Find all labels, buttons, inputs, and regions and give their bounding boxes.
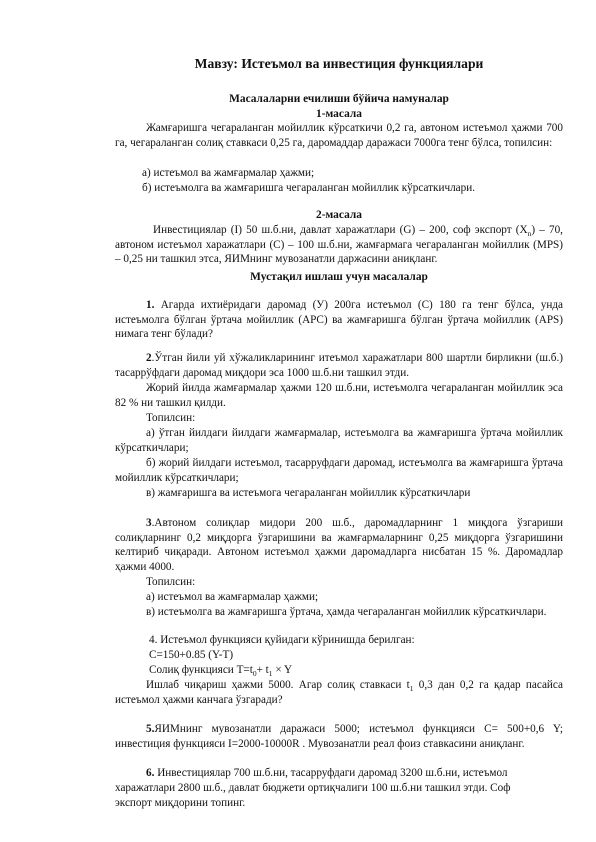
- task-4-line-1: 4. Истеъмол функцияси қуйидаги кўринишда берилган:: [149, 634, 415, 646]
- task-2-item-c: в) жамғаришга ва истеъмога чегараланган мойиллик кўрсаткичлари: [146, 487, 471, 499]
- task-2-item-b: б) жорий йилдаги истеъмол, тасарруфдаги даромад, истеъмолга ва жамғаришга ўртача мойиллик кўрсаткичлари;: [115, 457, 563, 484]
- problem-1-item-b: б) истеъмолга ва жамғаришга чегараланган мойиллик кўрсаткичлари.: [142, 182, 476, 194]
- problem-1-item-a: а) истеъмол ва жамғармалар ҳажми;: [142, 167, 315, 179]
- task-4-formula-2: Солиқ функцияси $T=t_0+ t_1 \times Y$: [149, 664, 293, 679]
- task-3: 3.Автоном солиқлар мидори 200 ш.б., даромадларнинг 1 миқдога ўзгариши солиқларнинг 0,2 миқдорга ўзгаришини ва жамғармаларнинг 0,25 миқдорга ўзгаришини келтириб чиқаради. Автоном истеъмол ҳажми даромадларга нисбатан 15 %. Даромадлар ҳажми 4000.: [115, 517, 563, 573]
- problem-2-heading: 2-масала: [316, 209, 362, 221]
- task-2-find: Топилсин:: [146, 412, 196, 424]
- task-3-item-b: в) истеъмолга ва жамғаришга ўртача, ҳамда чегараланган мойиллик кўрсаткичлари.: [146, 606, 547, 618]
- samples-heading: Масалаларни ечилиши бўйича намуналар: [229, 93, 449, 105]
- task-4-text: Ишлаб чиқариш ҳажми 5000. Агар солиқ ставкаси $t_1$ 0,3 дан 0,2 га қадар пасайса истеъмол ҳажми канчага ўзгаради?: [115, 679, 563, 706]
- problem-1-text: Жамғаришга чегараланган мойиллик кўрсаткичи 0,2 га, автоном истеъмол ҳажми 700 га, чегараланган солиқ ставкаси 0,25 га, даромаддар даражаси 7000га тенг бўлса, топилсин:: [115, 122, 563, 149]
- task-6-line-2: харажатлари 2800 ш.б., давлат бюджети ортиқчалиги 100 ш.б.ни ташкил этди. Соф: [115, 782, 511, 794]
- task-1: 1. Агарда ихтиёридаги даромад (У) 200га истеъмол (С) 180 га тенг бўлса, унда истеъмолга бўлган ўртача мойиллик (APC) ва жамғаришга бўлган ўртача мойиллик (APS) нимага тенг бўлади?: [115, 299, 563, 341]
- problem-1-heading: 1-масала: [316, 108, 362, 120]
- task-3-find: Топилсин:: [146, 576, 196, 588]
- task-6-line-1: 6. Инвестициялар 700 ш.б.ни, тасарруфдаги даромад 3200 ш.б.ни, истеъмол: [146, 767, 508, 779]
- self-study-heading: Мустақил ишлаш учун масалалар: [250, 271, 428, 283]
- task-6-line-3: экспорт миқдорини топинг.: [115, 797, 246, 809]
- task-3-item-a: а) истеъмол ва жамғармалар ҳажми;: [146, 591, 319, 603]
- task-2: 2.Ўтган йили уй хўжаликларининг итеъмол харажатлари 800 шартли бирликни (ш.б.) тасаррўфдаги даромад миқдори эса 1000 ш.б.ни ташкил этди.: [115, 352, 563, 379]
- problem-2-text: Инвестициялар (I) 50 ш.б.ни, давлат харажатлари (G) – 200, соф экспорт $(X_n) - 70$, автоном истеъмол харажатлари (C) – 100 ш.б.ни, жамғармага чегараланган мойиллик (MPS) – 0,25 ни ташкил этса, ЯИМнинг мувозанатли даржасини аниқланг.: [115, 224, 563, 266]
- document-title: Мавзу: Истеъмол ва инвестиция функциялари: [194, 56, 484, 71]
- task-4-formula-1: C=150+0.85 (Y-T): [149, 649, 234, 661]
- task-2-text-2: Жорий йилда жамғармалар ҳажми 120 ш.б.ни, истеъмолга чегараланган мойиллик эса 82 % ни ташкил қилди.: [115, 382, 563, 409]
- task-2-item-a: а) ўтган йилдаги йилдаги жамғармалар, истеъмолга ва жамғаришга ўртача мойиллик кўрсаткичлари;: [115, 427, 563, 454]
- task-5: 5.ЯИМнинг мувозанатли даражаси 5000; истеъмол функцияси C= 500+0,6 Y; инвестиция функцияси I=2000-10000R . Мувозанатли реал фоиз ставкасини аниқланг.: [115, 723, 563, 750]
